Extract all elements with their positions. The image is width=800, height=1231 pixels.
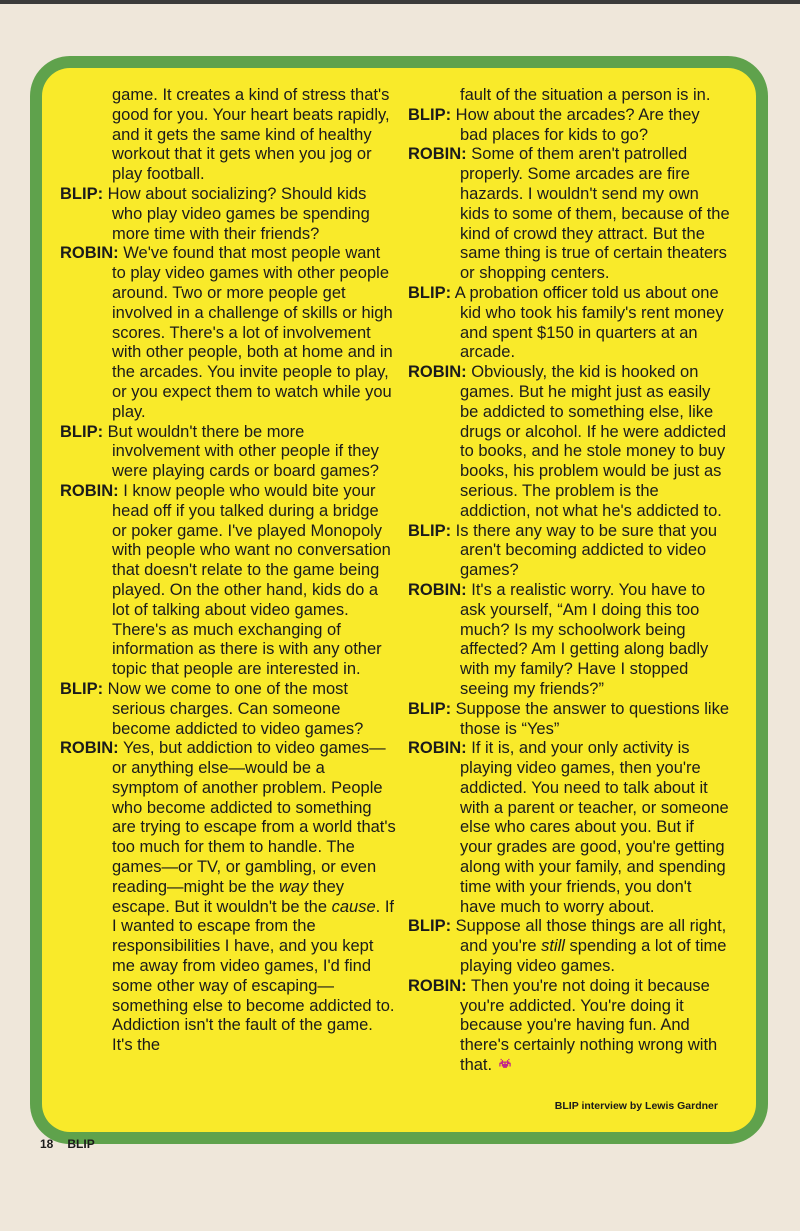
- dialogue-turn: [408, 700, 730, 740]
- turn-text: Some of them aren't patrolled properly. Some arcades are fire hazards. I wouldn't send my own kids to some of them, because of the kind of crowd they attract. But the same thing is true of certain theaters or shopping centers.: [460, 145, 730, 283]
- speaker-label: BLIP:: [60, 422, 104, 441]
- turn-text: A probation officer told us about one kid who took his family's rent money and spent $150 in quarters at an arcade.: [451, 283, 724, 362]
- turn-text: Is there any way to be sure that you aren't becoming addicted to video games?: [451, 521, 718, 580]
- turn-text: Suppose all those things are all right, and you're: [451, 917, 727, 956]
- article-panel: [30, 56, 768, 1144]
- interview-credit: BLIP interview by Lewis Gardner: [554, 1100, 718, 1112]
- magazine-name: BLIP: [67, 1137, 95, 1151]
- emphasis-text: way: [278, 877, 309, 896]
- speaker-label: ROBIN:: [408, 580, 467, 599]
- speaker-label: ROBIN:: [408, 145, 467, 164]
- speaker-label: BLIP:: [60, 679, 104, 698]
- speaker-label: ROBIN:: [60, 739, 119, 758]
- turn-text: they escape. But it wouldn't be the: [112, 877, 345, 916]
- dialogue-turn: [408, 977, 730, 1076]
- speaker-label: BLIP:: [408, 283, 452, 302]
- turn-text: Obviously, the kid is hooked on games. But he might just as easily be addicted to something else, like drugs or alcohol. If he were addicted to books, and he stole money to buy books, his problem would be just as serious. The problem is the addiction, not what he's addicted to.: [460, 363, 726, 520]
- turn-text: How about the arcades? Are they bad places for kids to go?: [451, 105, 700, 144]
- dialogue-turn: [408, 106, 730, 146]
- dialogue-turn: [408, 739, 730, 917]
- emphasis-text: cause: [331, 897, 376, 916]
- dialogue-turn: [408, 522, 730, 581]
- dialogue-turn: [60, 244, 396, 422]
- turn-text: If it is, and your only activity is playing video games, then you're addicted. You need to talk about it with a parent or teacher, or someone else who cares about you. But if your grades are good, you're getting along with your family, and spending time with your friends, you don't have much to worry about.: [460, 739, 729, 916]
- dialogue-turn: [408, 917, 730, 976]
- turn-text: I know people who would bite your head off if you talked during a bridge or poker game. I've played Monopoly with people who want no conversation that doesn't relate to the game being played. On the other hand, kids do a lot of talking about video games. There's as much exchanging of information as there is with any other topic that people are interested in.: [112, 481, 391, 679]
- turn-text: Then you're not doing it because you're addicted. You're doing it because you're having fun. And there's certainly nothing wrong with that.: [460, 976, 718, 1075]
- dialogue-turn: [60, 185, 396, 244]
- turn-text: Yes, but addiction to video games—or anything else—would be a symptom of another problem. People who become addicted to something are trying to escape from a world that's too much for them to handle. The games—or TV, or gambling, or even reading—might be the: [112, 739, 396, 896]
- turn-text: Now we come to one of the most serious charges. Can someone become addicted to video games?: [103, 679, 364, 738]
- dialogue-turn: [60, 482, 396, 680]
- dialogue-turn: [408, 284, 730, 363]
- speaker-label: BLIP:: [408, 699, 452, 718]
- speaker-label: BLIP:: [408, 521, 452, 540]
- turn-text: But wouldn't there be more involvement with other people if they were playing cards or board games?: [103, 422, 379, 481]
- speaker-label: ROBIN:: [60, 244, 119, 263]
- turn-text: We've found that most people want to play video games with other people around. Two or more people get involved in a challenge of skills or high scores. There's a lot of involvement with other people, both at home and in the arcades. You invite people to play, or you expect them to watch while you play.: [112, 244, 393, 421]
- emphasis-text: still: [541, 937, 565, 956]
- turn-text: It's a realistic worry. You have to ask yourself, “Am I doing this too much? Is my schoolwork being affected? Am I getting along badly with my family? Have I stopped seeing my friends?”: [460, 580, 709, 698]
- page-number: 18: [40, 1137, 54, 1151]
- turn-text: . If I wanted to escape from the responsibilities I have, and you kept me away from video games, I'd find some other way of escaping—something else to become addicted to. Addiction isn't the fault of the game. It's the: [112, 897, 395, 1055]
- speaker-label: BLIP:: [408, 917, 452, 936]
- continued-paragraph: game. It creates a kind of stress that's good for you. Your heart beats rapidly, and it gets the same kind of healthy workout that it gets when you jog or play football.: [112, 86, 390, 184]
- turn-text: How about socializing? Should kids who play video games be spending more time with their friends?: [103, 184, 370, 243]
- speaker-label: BLIP:: [408, 105, 452, 124]
- dialogue-turn: [408, 581, 730, 700]
- page-footer: [40, 1137, 95, 1151]
- article-body: [42, 68, 756, 1132]
- turn-text: spending a lot of time playing video games.: [460, 937, 727, 976]
- speaker-label: ROBIN:: [60, 481, 119, 500]
- speaker-label: ROBIN:: [408, 739, 467, 758]
- right-column: [408, 86, 730, 1076]
- continued-paragraph: fault of the situation a person is in.: [460, 86, 711, 104]
- left-column: [60, 86, 396, 1056]
- speaker-label: ROBIN:: [408, 363, 467, 382]
- page-top-edge: [0, 0, 800, 4]
- dialogue-turn: [60, 739, 396, 1056]
- dialogue-turn: [408, 145, 730, 284]
- dialogue-turn: [60, 423, 396, 482]
- turn-text: Suppose the answer to questions like those is “Yes”: [451, 699, 730, 738]
- space-invader-icon: [498, 1057, 512, 1071]
- dialogue-turn: [408, 363, 730, 521]
- dialogue-turn: [60, 680, 396, 739]
- speaker-label: ROBIN:: [408, 976, 467, 995]
- speaker-label: BLIP:: [60, 184, 104, 203]
